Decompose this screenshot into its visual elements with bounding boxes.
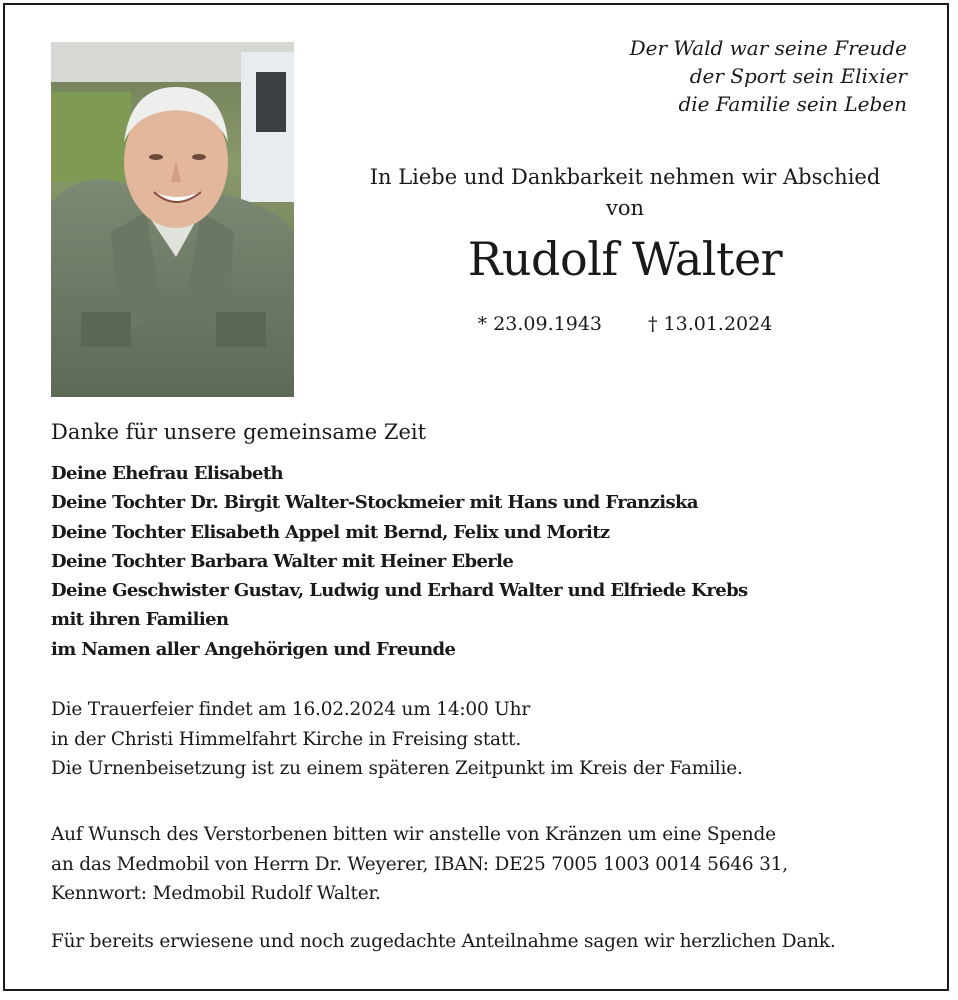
service-line: Die Trauerfeier findet am 16.02.2024 um 14:00 Uhr <box>51 699 531 720</box>
thanks-line: Danke für unsere gemeinsame Zeit <box>51 420 427 444</box>
closing-thanks: Für bereits erwiesene und noch zugedachte Anteilnahme sagen wir herzlichen Dank. <box>51 931 836 952</box>
donation-line: Auf Wunsch des Verstorbenen bitten wir anstelle von Kränzen um eine Spende <box>51 824 776 845</box>
service-info <box>51 695 743 784</box>
birth-date: * 23.09.1943 <box>477 313 602 335</box>
family-list <box>51 459 748 664</box>
family-member: Deine Tochter Elisabeth Appel mit Bernd, Felix und Moritz <box>51 521 610 543</box>
motto-line: Der Wald war seine Freude <box>629 36 907 60</box>
intro-line: von <box>605 196 645 220</box>
family-member: Deine Geschwister Gustav, Ludwig und Erhard Walter und Elfriede Krebs <box>51 580 748 602</box>
intro-line: In Liebe und Dankbarkeit nehmen wir Abschied <box>369 165 881 189</box>
donation-info <box>51 820 788 909</box>
portrait-image <box>51 42 294 397</box>
motto-line: der Sport sein Elixier <box>689 64 907 88</box>
death-date: † 13.01.2024 <box>648 313 773 335</box>
farewell-intro <box>330 162 920 224</box>
deceased-name: Rudolf Walter <box>467 232 783 286</box>
motto <box>487 34 907 118</box>
life-dates <box>330 310 920 338</box>
service-line: Die Urnenbeisetzung ist zu einem späteren Zeitpunkt im Kreis der Familie. <box>51 758 743 779</box>
motto-line: die Familie sein Leben <box>678 92 907 116</box>
service-line: in der Christi Himmelfahrt Kirche in Freising statt. <box>51 728 522 750</box>
family-member: Deine Tochter Dr. Birgit Walter-Stockmeier mit Hans und Franziska <box>51 492 698 514</box>
family-member: Deine Ehefrau Elisabeth <box>51 463 284 484</box>
family-member: im Namen aller Angehörigen und Freunde <box>51 638 456 660</box>
family-member: Deine Tochter Barbara Walter mit Heiner Eberle <box>51 550 514 572</box>
donation-line: an das Medmobil von Herrn Dr. Weyerer, IBAN: DE25 7005 1003 0014 5646 31, <box>51 853 788 875</box>
portrait-photo <box>51 42 294 397</box>
donation-line: Kennwort: Medmobil Rudolf Walter. <box>51 883 381 904</box>
family-member: mit ihren Familien <box>51 609 229 631</box>
